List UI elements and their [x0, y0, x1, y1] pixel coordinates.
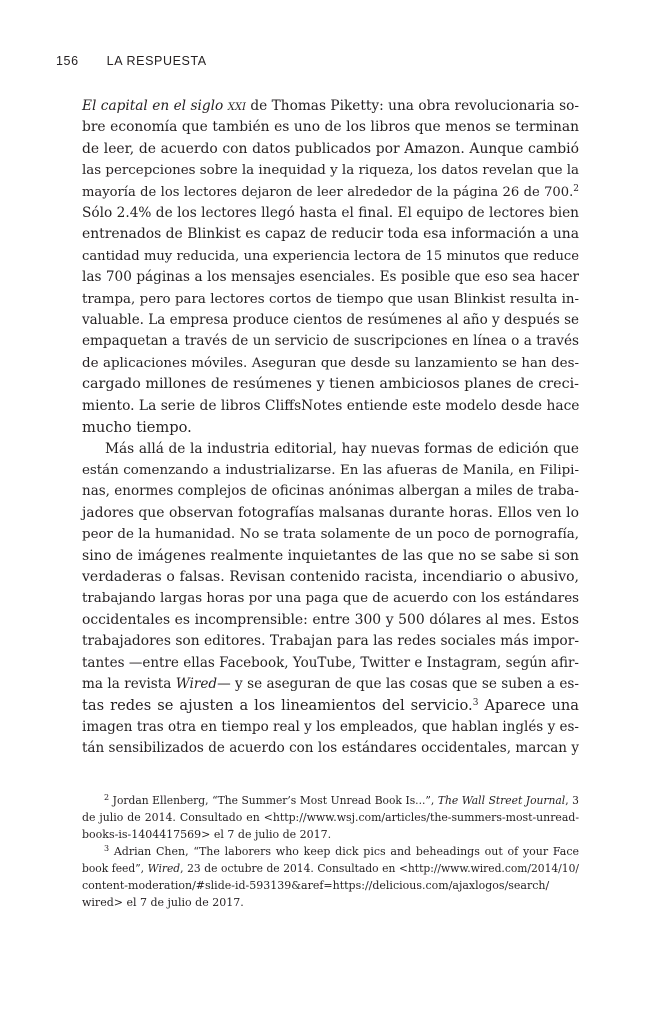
text-run: de Thomas Piketty: una obra revolucionaria so- — [245, 98, 579, 114]
text-run: Aparece una — [478, 697, 580, 715]
paragraph-2-line — [82, 695, 579, 716]
body-text — [82, 96, 579, 760]
running-header — [56, 54, 207, 68]
paragraph-1-line: cargado millones de resúmenes y tienen ambiciosos planes de creci- — [82, 376, 579, 393]
paragraph-1-line: cantidad muy reducida, una experiencia lectora de 15 minutos que reduce — [82, 248, 579, 264]
book-title: El capital en el siglo — [82, 98, 228, 114]
paragraph-2-line: tantes —entre ellas Facebook, YouTube, Twitter e Instagram, según afir- — [82, 654, 579, 671]
footnote-3-line — [82, 843, 579, 860]
paragraph-2-line: trabajadores son editores. Trabajan para las redes sociales más impor- — [82, 633, 579, 650]
paragraph-2-line: imagen tras otra en tiempo real y los empleados, que hablan inglés y es- — [82, 718, 579, 735]
magazine-title: Wired — [147, 862, 181, 875]
text-run: mayoría de los lectores dejaron de leer alrededor de la página 26 de 700. — [82, 184, 574, 200]
paragraph-2-line: nas, enormes complejos de oficinas anónimas albergan a miles de traba- — [82, 483, 579, 500]
journal-title: The Wall Street Journal — [437, 794, 566, 807]
paragraph-1-line: empaquetan a través de un servicio de suscripciones en línea o a través — [82, 333, 579, 350]
paragraph-1-line: bre economía que también es uno de los libros que menos se terminan — [82, 119, 579, 136]
footnote-2-line: de julio de 2014. Consultado en <http://www.wsj.com/articles/the-summers-most-unread- — [82, 811, 579, 824]
footnote-ref-2: 2 — [573, 183, 579, 194]
text-run: , 23 de octubre de 2014. Consultado en <http://www.wired.com/2014/10/ — [180, 862, 579, 875]
paragraph-1-line — [82, 182, 579, 203]
text-run: ma la revista — [82, 675, 176, 692]
footnote-ref-3: 3 — [472, 698, 479, 709]
text-run: book feed”, — [82, 862, 148, 875]
paragraph-1-line: mucho tiempo. — [82, 419, 192, 437]
paragraph-1-line: de aplicaciones móviles. Aseguran que desde su lanzamiento se han des- — [82, 355, 579, 371]
paragraph-2-line: jadores que observan fotografías malsanas durante horas. Ellos ven lo — [82, 504, 579, 521]
text-run: — y se aseguran de que las cosas que se suben a es- — [217, 675, 579, 692]
footnotes — [82, 792, 579, 911]
paragraph-2-line: peor de la humanidad. No se trata solamente de un poco de pornografía, — [82, 527, 579, 543]
footnote-number: 2 — [104, 793, 110, 802]
page-number: 156 — [56, 54, 79, 68]
paragraph-1-line: valuable. La empresa produce cientos de resúmenes al año y después se — [82, 312, 579, 329]
paragraph-2-line: verdaderas o falsas. Revisan contenido racista, incendiario o abusivo, — [82, 568, 579, 585]
paragraph-2-line: Más allá de la industria editorial, hay nuevas formas de edición que — [105, 440, 579, 457]
footnote-number: 3 — [104, 844, 110, 853]
footnote-2-line — [82, 792, 579, 809]
footnote-3-line — [82, 860, 579, 877]
paragraph-2-line: tán sensibilizados de acuerdo con los estándares occidentales, marcan y — [82, 740, 579, 757]
paragraph-2-line: están comenzando a industrializarse. En las afueras de Manila, en Filipi- — [82, 462, 579, 478]
running-title: LA RESPUESTA — [106, 54, 207, 68]
paragraph-1-line: miento. La serie de libros CliffsNotes entiende este modelo desde hace — [82, 397, 580, 414]
paragraph-1-line: las 700 páginas a los mensajes esenciales. Es posible que eso sea hacer — [82, 269, 579, 286]
text-run: Adrian Chen, “The laborers who keep dick pics and beheadings out of your Face — [109, 845, 579, 858]
paragraph-2-line: sino de imágenes realmente inquietantes de las que no se sabe si son — [82, 547, 580, 564]
magazine-title: Wired — [175, 675, 218, 692]
paragraph-1-line: las percepciones sobre la inequidad y la riqueza, los datos revelan que la — [82, 163, 580, 179]
paragraph-1-line: entrenados de Blinkist es capaz de reducir toda esa información a una — [82, 226, 579, 243]
footnote-3-line: wired> el 7 de julio de 2017. — [82, 896, 244, 909]
paragraph-1-line — [82, 96, 579, 117]
text-run: , 3 — [565, 794, 579, 807]
paragraph-2-line: occidentales es incomprensible: entre 300 y 500 dólares al mes. Estos — [82, 611, 579, 628]
paragraph-1-line: de leer, de acuerdo con datos publicados por Amazon. Aunque cambió — [82, 140, 579, 157]
text-run: tas redes se ajusten a los lineamientos del servicio. — [82, 697, 473, 715]
footnote-2-line: books-is-1404417569> el 7 de julio de 2017. — [82, 828, 332, 841]
book-title-century: xxi — [227, 98, 246, 114]
paragraph-2-line: trabajando largas horas por una paga que de acuerdo con los estándares — [82, 591, 579, 607]
footnote-3-line: content-moderation/#slide-id-593139&aref=https://delicious.com/ajaxlogos/search/ — [82, 879, 550, 892]
paragraph-1-line: Sólo 2.4% de los lectores llegó hasta el final. El equipo de lectores bien — [82, 205, 579, 222]
paragraph-1-line: trampa, pero para lectores cortos de tiempo que usan Blinkist resulta in- — [82, 291, 579, 307]
paragraph-2-line — [82, 674, 579, 695]
text-run: Jordan Ellenberg, “The Summer’s Most Unread Book Is...”, — [109, 794, 438, 807]
